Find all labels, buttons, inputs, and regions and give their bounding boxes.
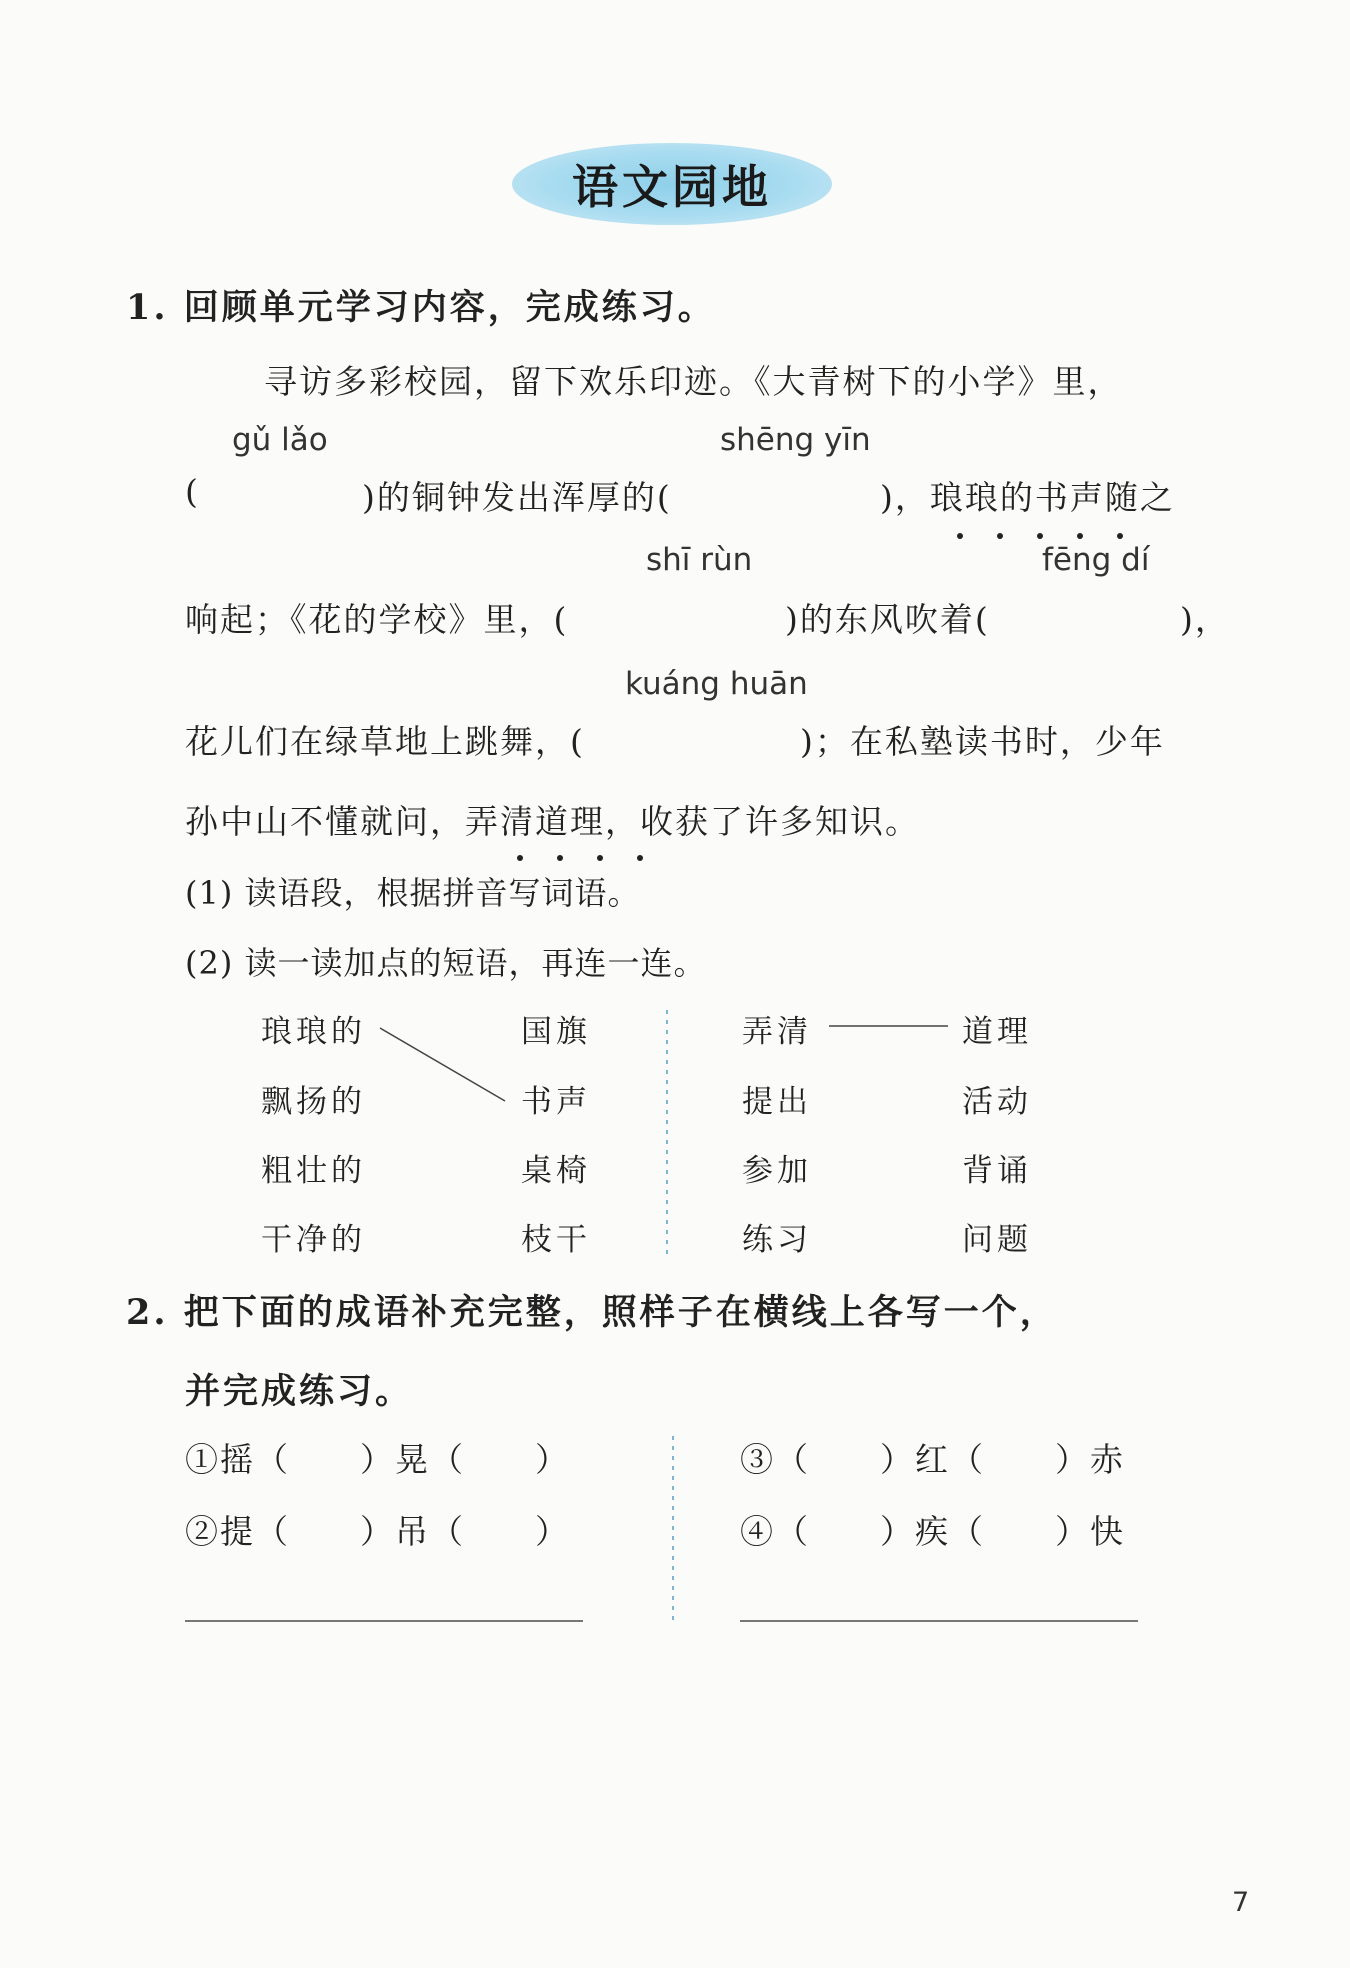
idiom-4: ④（ ）疾（ ）快 [740, 1512, 1125, 1551]
match-right-word-2: 提出 [742, 1084, 812, 1120]
match-right-target-4: 问题 [962, 1222, 1032, 1258]
match-right-word-1: 弄清 [742, 1014, 812, 1050]
answer-line-left [185, 1620, 583, 1622]
sub-question-2: (2) 读一读加点的短语，再连一连。 [185, 944, 707, 982]
idiom-2: ②提（ ）吊（ ） [185, 1512, 570, 1551]
answer-line-right [740, 1620, 1138, 1622]
example-match-line-left [380, 1028, 505, 1101]
passage-line-3-end: )， [1180, 600, 1230, 639]
pinyin-shi-run: shī rùn [646, 542, 753, 578]
section-title: 语文园地 [572, 160, 772, 214]
passage-line-4-end: )；在私塾读书时，少年 [800, 722, 1165, 761]
passage-line-3-mid: )的东风吹着( [785, 600, 990, 639]
match-left-word-3: 粗壮的 [261, 1153, 366, 1189]
pinyin-sheng-yin: shēng yīn [720, 422, 871, 458]
match-left-target-1: 国旗 [521, 1014, 591, 1050]
passage-line-4-start: 花儿们在绿草地上跳舞，( [185, 722, 585, 761]
idiom-3: ③（ ）红（ ）赤 [740, 1440, 1125, 1479]
passage-line-3-start: 响起；《花的学校》里，( [185, 600, 569, 639]
pinyin-feng-di: fēng dí [1042, 542, 1150, 578]
match-left-word-2: 飘扬的 [261, 1084, 366, 1120]
passage-line-2-mid: )的铜钟发出浑厚的( [362, 478, 672, 517]
sub-question-1: (1) 读语段，根据拼音写词语。 [185, 874, 641, 912]
passage-line-2-end: )，琅琅的书声随之 [880, 478, 1175, 517]
question-2-heading-line-2: 并完成练习。 [185, 1371, 414, 1412]
match-left-target-4: 枝干 [521, 1222, 591, 1258]
match-right-word-4: 练习 [742, 1222, 812, 1258]
match-right-target-2: 活动 [962, 1084, 1032, 1120]
match-right-target-3: 背诵 [962, 1153, 1032, 1189]
match-right-target-1: 道理 [962, 1014, 1032, 1050]
idiom-1: ①摇（ ）晃（ ） [185, 1440, 570, 1479]
match-left-word-4: 干净的 [261, 1222, 366, 1258]
page-number: 7 [1232, 1887, 1250, 1918]
question-1-heading: 1. 回顾单元学习内容，完成练习。 [126, 287, 716, 328]
question-2-heading-line-1: 2. 把下面的成语补充完整，照样子在横线上各写一个， [126, 1292, 1058, 1333]
pinyin-kuang-huan: kuáng huān [625, 666, 808, 702]
match-left-target-2: 书声 [521, 1084, 591, 1120]
match-right-word-3: 参加 [742, 1153, 812, 1189]
passage-line-2-open: ( [185, 472, 200, 511]
passage-line-1: 寻访多彩校园，留下欢乐印迹。《大青树下的小学》里， [264, 362, 1123, 401]
match-left-target-3: 桌椅 [521, 1153, 591, 1189]
match-left-word-1: 琅琅的 [261, 1014, 366, 1050]
passage-line-5: 孙中山不懂就问，弄清道理，收获了许多知识。 [185, 802, 920, 841]
pinyin-gu-lao: gǔ lǎo [232, 422, 328, 458]
